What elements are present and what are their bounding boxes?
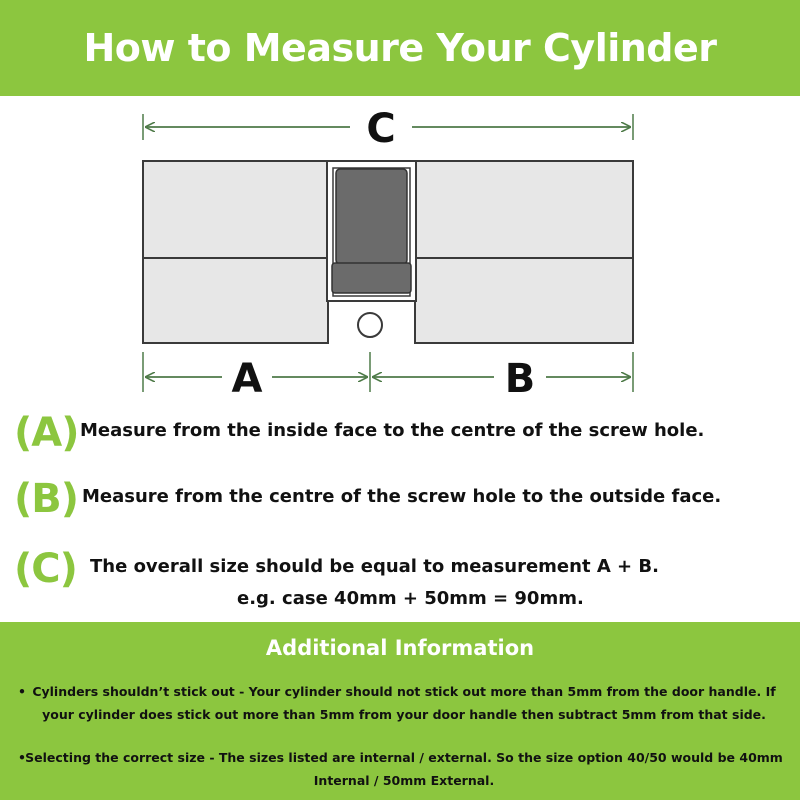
step-c bbox=[14, 546, 794, 616]
info-item-2-text: Selecting the correct size - The sizes listed are internal / external. So the size option 40/50 would be 40mm Internal / 50mm External. bbox=[25, 750, 783, 788]
title-banner bbox=[0, 0, 800, 96]
info-item-1-text: Cylinders shouldn’t stick out - Your cylinder should not stick out more than 5mm from the door handle. If your cylinder does stick out more than 5mm from your door handle then subtract 5mm from that side. bbox=[32, 684, 776, 722]
bullet-dot-icon: • bbox=[18, 684, 26, 699]
cam-upper bbox=[336, 169, 407, 264]
step-c-example: e.g. case 40mm + 50mm = 90mm. bbox=[237, 588, 584, 609]
bullet-dot-icon: • bbox=[18, 750, 26, 765]
step-c-text: The overall size should be equal to measurement A + B. bbox=[90, 556, 659, 577]
cylinder-diagram-svg bbox=[0, 96, 800, 406]
cylinder-left-half bbox=[143, 161, 328, 343]
step-a-text: Measure from the inside face to the centre of the screw hole. bbox=[80, 420, 705, 441]
step-a bbox=[14, 410, 794, 460]
additional-info-panel bbox=[0, 622, 800, 800]
a-label: A bbox=[231, 356, 263, 402]
info-item-2 bbox=[18, 746, 790, 792]
step-b-tag: (B) bbox=[14, 476, 79, 522]
screw-hole bbox=[358, 313, 382, 337]
cylinder-diagram bbox=[0, 96, 800, 406]
page-title: How to Measure Your Cylinder bbox=[83, 26, 717, 70]
c-label: C bbox=[366, 106, 396, 152]
cylinder-right-half bbox=[415, 161, 633, 343]
cam-lower bbox=[332, 263, 411, 293]
step-b-text: Measure from the centre of the screw hole to the outside face. bbox=[82, 486, 722, 507]
b-label: B bbox=[504, 356, 536, 402]
step-a-tag: (A) bbox=[14, 410, 79, 456]
info-item-1 bbox=[18, 680, 790, 726]
step-b bbox=[14, 476, 794, 526]
additional-info-heading: Additional Information bbox=[265, 636, 535, 660]
step-c-tag: (C) bbox=[14, 546, 77, 592]
